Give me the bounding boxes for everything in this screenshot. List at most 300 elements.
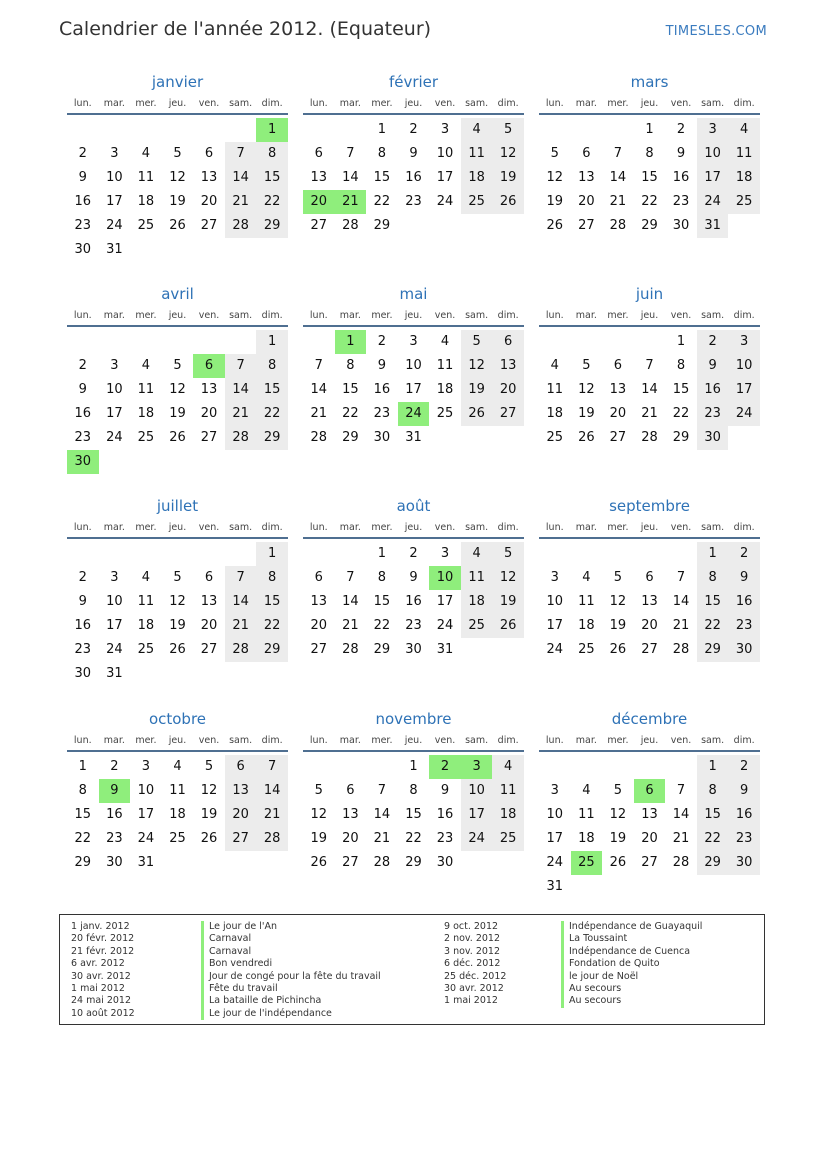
- empty-cell: [130, 238, 162, 262]
- legend-holiday-name: Au secours: [561, 995, 702, 1007]
- day-cell: 17: [697, 166, 729, 190]
- day-cell: 13: [492, 354, 524, 378]
- month-name: novembre: [375, 710, 452, 728]
- empty-cell: [99, 330, 131, 354]
- empty-cell: [728, 214, 760, 238]
- week-row: [303, 354, 524, 378]
- week-row: [67, 827, 288, 851]
- day-cell: 12: [492, 566, 524, 590]
- week-row: [67, 238, 288, 262]
- day-cell: 9: [78, 170, 87, 185]
- month-name: janvier: [151, 73, 204, 91]
- day-cell: 9: [440, 783, 450, 798]
- day-cell: 2: [78, 570, 87, 585]
- week-row: [303, 214, 524, 238]
- day-cell: 14: [342, 170, 359, 185]
- day-cell: 20: [200, 406, 218, 421]
- day-cell: 14: [641, 382, 658, 397]
- empty-cell: [130, 542, 162, 566]
- day-cell: 6: [634, 779, 666, 803]
- empty-cell: [193, 662, 225, 686]
- day-cell: 18: [137, 618, 155, 633]
- month-name: octobre: [148, 710, 207, 728]
- week-row: [67, 378, 288, 402]
- month-name: juin: [635, 285, 664, 303]
- day-cell: 5: [173, 570, 182, 585]
- month-block: [303, 495, 524, 662]
- day-cell: 1: [335, 330, 367, 354]
- day-cell: 28: [609, 218, 627, 233]
- weekday-label: lun.: [309, 97, 328, 109]
- day-cell: 16: [728, 590, 760, 614]
- day-cell: 4: [440, 334, 450, 349]
- day-cell: 2: [110, 759, 119, 774]
- day-cell: 24: [106, 430, 123, 445]
- day-cell: 11: [137, 382, 155, 397]
- day-cell: 9: [676, 146, 686, 161]
- legend-date: 20 févr. 2012: [71, 933, 135, 945]
- weekday-label: lun.: [73, 734, 92, 746]
- week-row: [539, 402, 760, 426]
- empty-cell: [162, 238, 194, 262]
- weekday-label: jeu.: [404, 521, 423, 533]
- day-cell: 2: [409, 122, 418, 137]
- day-cell: 20: [303, 190, 335, 214]
- weekday-label: mar.: [575, 309, 597, 321]
- week-row: [303, 118, 524, 142]
- day-cell: 31: [106, 242, 123, 257]
- weekday-label: dim.: [261, 97, 283, 109]
- day-cell: 2: [409, 546, 418, 561]
- empty-cell: [571, 755, 603, 779]
- day-cell: 15: [405, 807, 422, 822]
- day-cell: 11: [728, 142, 760, 166]
- empty-cell: [303, 755, 335, 779]
- day-cell: 20: [609, 406, 627, 421]
- week-row: [67, 590, 288, 614]
- day-cell: 1: [697, 755, 729, 779]
- week-row: [67, 662, 288, 686]
- legend-date: 1 mai 2012: [71, 983, 125, 995]
- day-cell: 11: [461, 566, 493, 590]
- weekday-label: mar.: [103, 309, 125, 321]
- day-cell: 27: [310, 218, 328, 233]
- day-cell: 18: [436, 382, 454, 397]
- day-cell: 3: [461, 755, 493, 779]
- week-row: [303, 330, 524, 354]
- day-cell: 22: [373, 194, 391, 209]
- month-block: [539, 283, 760, 450]
- day-cell: 7: [676, 783, 686, 798]
- day-cell: 31: [546, 879, 564, 894]
- week-row: [303, 779, 524, 803]
- weekday-label: jeu.: [640, 521, 659, 533]
- day-cell: 17: [405, 382, 422, 397]
- weekday-label: ven.: [434, 309, 456, 321]
- week-row: [67, 779, 288, 803]
- empty-cell: [335, 542, 367, 566]
- day-cell: 8: [409, 783, 418, 798]
- day-cell: 21: [672, 618, 690, 633]
- legend-date: 2 nov. 2012: [444, 933, 500, 945]
- weekday-label: mar.: [103, 734, 125, 746]
- day-cell: 28: [225, 638, 257, 662]
- empty-cell: [602, 542, 634, 566]
- day-cell: 10: [461, 779, 493, 803]
- empty-cell: [193, 238, 225, 262]
- day-cell: 5: [492, 118, 524, 142]
- day-cell: 10: [436, 146, 454, 161]
- empty-cell: [429, 214, 461, 238]
- empty-cell: [539, 755, 571, 779]
- weekday-label: sam.: [465, 309, 489, 321]
- day-cell: 30: [436, 855, 454, 870]
- day-cell: 14: [256, 779, 288, 803]
- day-cell: 6: [225, 755, 257, 779]
- empty-cell: [162, 662, 194, 686]
- empty-cell: [602, 118, 634, 142]
- week-row: [539, 755, 760, 779]
- weekday-label: mer.: [135, 309, 157, 321]
- day-cell: 18: [137, 406, 155, 421]
- day-cell: 11: [137, 594, 155, 609]
- day-cell: 27: [641, 855, 658, 870]
- day-cell: 12: [169, 170, 186, 185]
- day-cell: 11: [461, 142, 493, 166]
- day-cell: 27: [609, 430, 627, 445]
- empty-cell: [461, 426, 493, 450]
- day-cell: 24: [106, 218, 123, 233]
- day-cell: 8: [676, 358, 686, 373]
- day-cell: 8: [697, 779, 729, 803]
- week-row: [303, 638, 524, 662]
- empty-cell: [225, 542, 257, 566]
- legend-names-right: [561, 921, 702, 1008]
- day-cell: 7: [256, 755, 288, 779]
- day-cell: 6: [314, 146, 323, 161]
- day-cell: 6: [582, 146, 591, 161]
- weekday-label: mar.: [575, 521, 597, 533]
- day-cell: 26: [461, 402, 493, 426]
- legend-dates-left: [71, 921, 135, 1020]
- empty-cell: [571, 330, 603, 354]
- day-cell: 14: [672, 594, 690, 609]
- day-cell: 12: [461, 354, 493, 378]
- week-row: [67, 354, 288, 378]
- empty-cell: [461, 851, 493, 875]
- day-cell: 8: [645, 146, 654, 161]
- week-row: [67, 450, 288, 474]
- day-cell: 16: [405, 594, 422, 609]
- week-row: [539, 426, 760, 450]
- day-cell: 2: [78, 358, 87, 373]
- day-cell: 14: [342, 594, 359, 609]
- week-row: [303, 402, 524, 426]
- day-cell: 12: [578, 382, 595, 397]
- weekday-label: ven.: [670, 97, 692, 109]
- day-cell: 7: [346, 570, 355, 585]
- day-cell: 20: [578, 194, 595, 209]
- day-cell: 21: [225, 614, 257, 638]
- day-cell: 28: [342, 642, 359, 657]
- day-cell: 23: [373, 406, 391, 421]
- week-row: [67, 402, 288, 426]
- day-cell: 19: [169, 194, 186, 209]
- empty-cell: [461, 214, 493, 238]
- weekday-label: mer.: [135, 97, 157, 109]
- day-cell: 1: [676, 334, 686, 349]
- day-cell: 29: [256, 638, 288, 662]
- day-cell: 17: [106, 618, 123, 633]
- day-cell: 22: [641, 194, 658, 209]
- day-cell: 15: [373, 170, 391, 185]
- week-row: [67, 638, 288, 662]
- legend-date: 1 mai 2012: [444, 995, 498, 1007]
- week-row: [539, 142, 760, 166]
- day-cell: 14: [225, 166, 257, 190]
- weekday-header: [67, 93, 288, 115]
- day-cell: 28: [672, 855, 690, 870]
- weekday-label: lun.: [545, 521, 564, 533]
- empty-cell: [634, 542, 666, 566]
- weekday-label: dim.: [497, 309, 519, 321]
- week-row: [539, 590, 760, 614]
- day-cell: 25: [492, 827, 524, 851]
- day-cell: 13: [200, 382, 218, 397]
- day-cell: 28: [310, 430, 328, 445]
- day-cell: 27: [578, 218, 595, 233]
- day-cell: 26: [169, 642, 186, 657]
- weekday-label: lun.: [73, 97, 92, 109]
- day-cell: 21: [609, 194, 627, 209]
- week-row: [303, 166, 524, 190]
- week-row: [67, 851, 288, 875]
- weekday-label: dim.: [733, 734, 755, 746]
- day-cell: 23: [405, 194, 422, 209]
- day-cell: 24: [546, 855, 564, 870]
- empty-cell: [225, 450, 257, 474]
- weekday-label: jeu.: [640, 97, 659, 109]
- day-cell: 15: [256, 166, 288, 190]
- day-cell: 7: [377, 783, 387, 798]
- day-cell: 10: [106, 382, 123, 397]
- weekday-label: mar.: [103, 97, 125, 109]
- empty-cell: [697, 875, 729, 899]
- weekday-label: lun.: [309, 309, 328, 321]
- weekday-label: mer.: [607, 521, 629, 533]
- day-cell: 20: [342, 831, 359, 846]
- week-row: [539, 118, 760, 142]
- day-cell: 23: [672, 194, 690, 209]
- day-cell: 7: [613, 146, 623, 161]
- weekday-label: ven.: [198, 97, 220, 109]
- day-cell: 23: [697, 402, 729, 426]
- weekday-label: jeu.: [168, 97, 187, 109]
- day-cell: 13: [225, 779, 257, 803]
- day-cell: 9: [409, 570, 418, 585]
- empty-cell: [728, 875, 760, 899]
- site-logo[interactable]: TIMESLES.COM: [665, 24, 767, 39]
- day-cell: 7: [676, 570, 686, 585]
- weekday-label: lun.: [309, 521, 328, 533]
- weekday-label: mer.: [371, 309, 393, 321]
- day-cell: 7: [225, 566, 257, 590]
- week-row: [303, 590, 524, 614]
- legend-date: 1 janv. 2012: [71, 921, 130, 932]
- weekday-label: dim.: [733, 309, 755, 321]
- week-row: [67, 166, 288, 190]
- week-row: [303, 142, 524, 166]
- weekday-label: ven.: [670, 309, 692, 321]
- day-cell: 31: [405, 430, 422, 445]
- month-name: mars: [630, 73, 669, 91]
- day-cell: 16: [405, 170, 422, 185]
- week-row: [303, 803, 524, 827]
- day-cell: 23: [74, 430, 92, 445]
- legend-holiday-name: Indépendance de Cuenca: [561, 946, 702, 958]
- day-cell: 22: [373, 618, 391, 633]
- week-row: [539, 875, 760, 899]
- empty-cell: [130, 662, 162, 686]
- weekday-header: [303, 517, 524, 539]
- day-cell: 8: [377, 146, 387, 161]
- day-cell: 1: [645, 122, 654, 137]
- empty-cell: [162, 542, 194, 566]
- day-cell: 26: [609, 642, 627, 657]
- day-cell: 19: [492, 166, 524, 190]
- empty-cell: [225, 662, 257, 686]
- day-cell: 15: [74, 807, 92, 822]
- day-cell: 13: [310, 170, 328, 185]
- day-cell: 4: [582, 570, 591, 585]
- empty-cell: [539, 118, 571, 142]
- day-cell: 30: [67, 450, 99, 474]
- legend-holiday-name: Fête du travail: [201, 983, 381, 995]
- day-cell: 25: [728, 190, 760, 214]
- day-cell: 28: [225, 426, 257, 450]
- day-cell: 26: [578, 430, 595, 445]
- day-cell: 24: [697, 190, 729, 214]
- day-cell: 23: [74, 642, 92, 657]
- weekday-label: dim.: [497, 734, 519, 746]
- weekday-label: mer.: [607, 309, 629, 321]
- day-cell: 16: [106, 807, 123, 822]
- weekday-label: dim.: [497, 97, 519, 109]
- day-cell: 8: [697, 566, 729, 590]
- day-cell: 24: [461, 827, 493, 851]
- week-row: [539, 779, 760, 803]
- day-cell: 8: [377, 570, 387, 585]
- day-cell: 20: [200, 618, 218, 633]
- day-cell: 21: [310, 406, 328, 421]
- day-cell: 4: [141, 358, 151, 373]
- day-cell: 17: [137, 807, 155, 822]
- day-cell: 21: [225, 190, 257, 214]
- day-cell: 18: [169, 807, 186, 822]
- day-cell: 15: [672, 382, 690, 397]
- day-cell: 3: [141, 759, 151, 774]
- day-cell: 24: [106, 642, 123, 657]
- day-cell: 28: [672, 642, 690, 657]
- empty-cell: [162, 851, 194, 875]
- empty-cell: [162, 118, 194, 142]
- weekday-label: sam.: [229, 521, 253, 533]
- day-cell: 22: [405, 831, 422, 846]
- day-cell: 1: [256, 118, 288, 142]
- day-cell: 27: [200, 642, 218, 657]
- week-row: [303, 827, 524, 851]
- day-cell: 9: [409, 146, 418, 161]
- week-row: [539, 614, 760, 638]
- week-row: [539, 803, 760, 827]
- legend-holiday-name: Au secours: [561, 983, 702, 995]
- week-row: [67, 566, 288, 590]
- day-cell: 6: [492, 330, 524, 354]
- day-cell: 2: [728, 755, 760, 779]
- day-cell: 2: [78, 146, 87, 161]
- day-cell: 11: [137, 170, 155, 185]
- day-cell: 20: [641, 831, 658, 846]
- weekday-header: [303, 93, 524, 115]
- weekday-label: sam.: [465, 521, 489, 533]
- day-cell: 6: [193, 354, 225, 378]
- day-cell: 29: [641, 218, 658, 233]
- empty-cell: [67, 330, 99, 354]
- day-cell: 17: [106, 406, 123, 421]
- day-cell: 16: [373, 382, 391, 397]
- day-cell: 30: [74, 666, 92, 681]
- weekday-label: mar.: [575, 734, 597, 746]
- week-row: [539, 851, 760, 875]
- day-cell: 4: [173, 759, 182, 774]
- weekday-label: jeu.: [168, 521, 187, 533]
- day-cell: 6: [204, 146, 214, 161]
- day-cell: 19: [578, 406, 595, 421]
- day-cell: 26: [169, 218, 186, 233]
- day-cell: 13: [578, 170, 595, 185]
- day-cell: 26: [492, 614, 524, 638]
- day-cell: 28: [225, 214, 257, 238]
- day-cell: 18: [578, 831, 595, 846]
- weekday-header: [539, 93, 760, 115]
- day-cell: 10: [429, 566, 461, 590]
- day-cell: 23: [728, 827, 760, 851]
- legend-date: 25 déc. 2012: [444, 970, 507, 982]
- empty-cell: [99, 450, 131, 474]
- day-cell: 15: [342, 382, 359, 397]
- legend-holiday-name: La Toussaint: [561, 933, 702, 945]
- legend-holiday-name: Fondation de Quito: [561, 958, 702, 970]
- day-cell: 17: [436, 594, 454, 609]
- weekday-label: lun.: [545, 309, 564, 321]
- month-block: [303, 708, 524, 875]
- day-cell: 30: [405, 642, 422, 657]
- day-cell: 2: [377, 334, 387, 349]
- day-cell: 19: [200, 807, 218, 822]
- day-cell: 22: [74, 831, 92, 846]
- day-cell: 23: [106, 831, 123, 846]
- day-cell: 21: [256, 803, 288, 827]
- day-cell: 4: [141, 146, 151, 161]
- week-row: [67, 426, 288, 450]
- empty-cell: [366, 755, 398, 779]
- legend-dates-right: [444, 921, 506, 1008]
- empty-cell: [634, 875, 666, 899]
- weekday-label: dim.: [733, 97, 755, 109]
- day-cell: 20: [641, 618, 658, 633]
- day-cell: 16: [672, 170, 690, 185]
- day-cell: 11: [546, 382, 564, 397]
